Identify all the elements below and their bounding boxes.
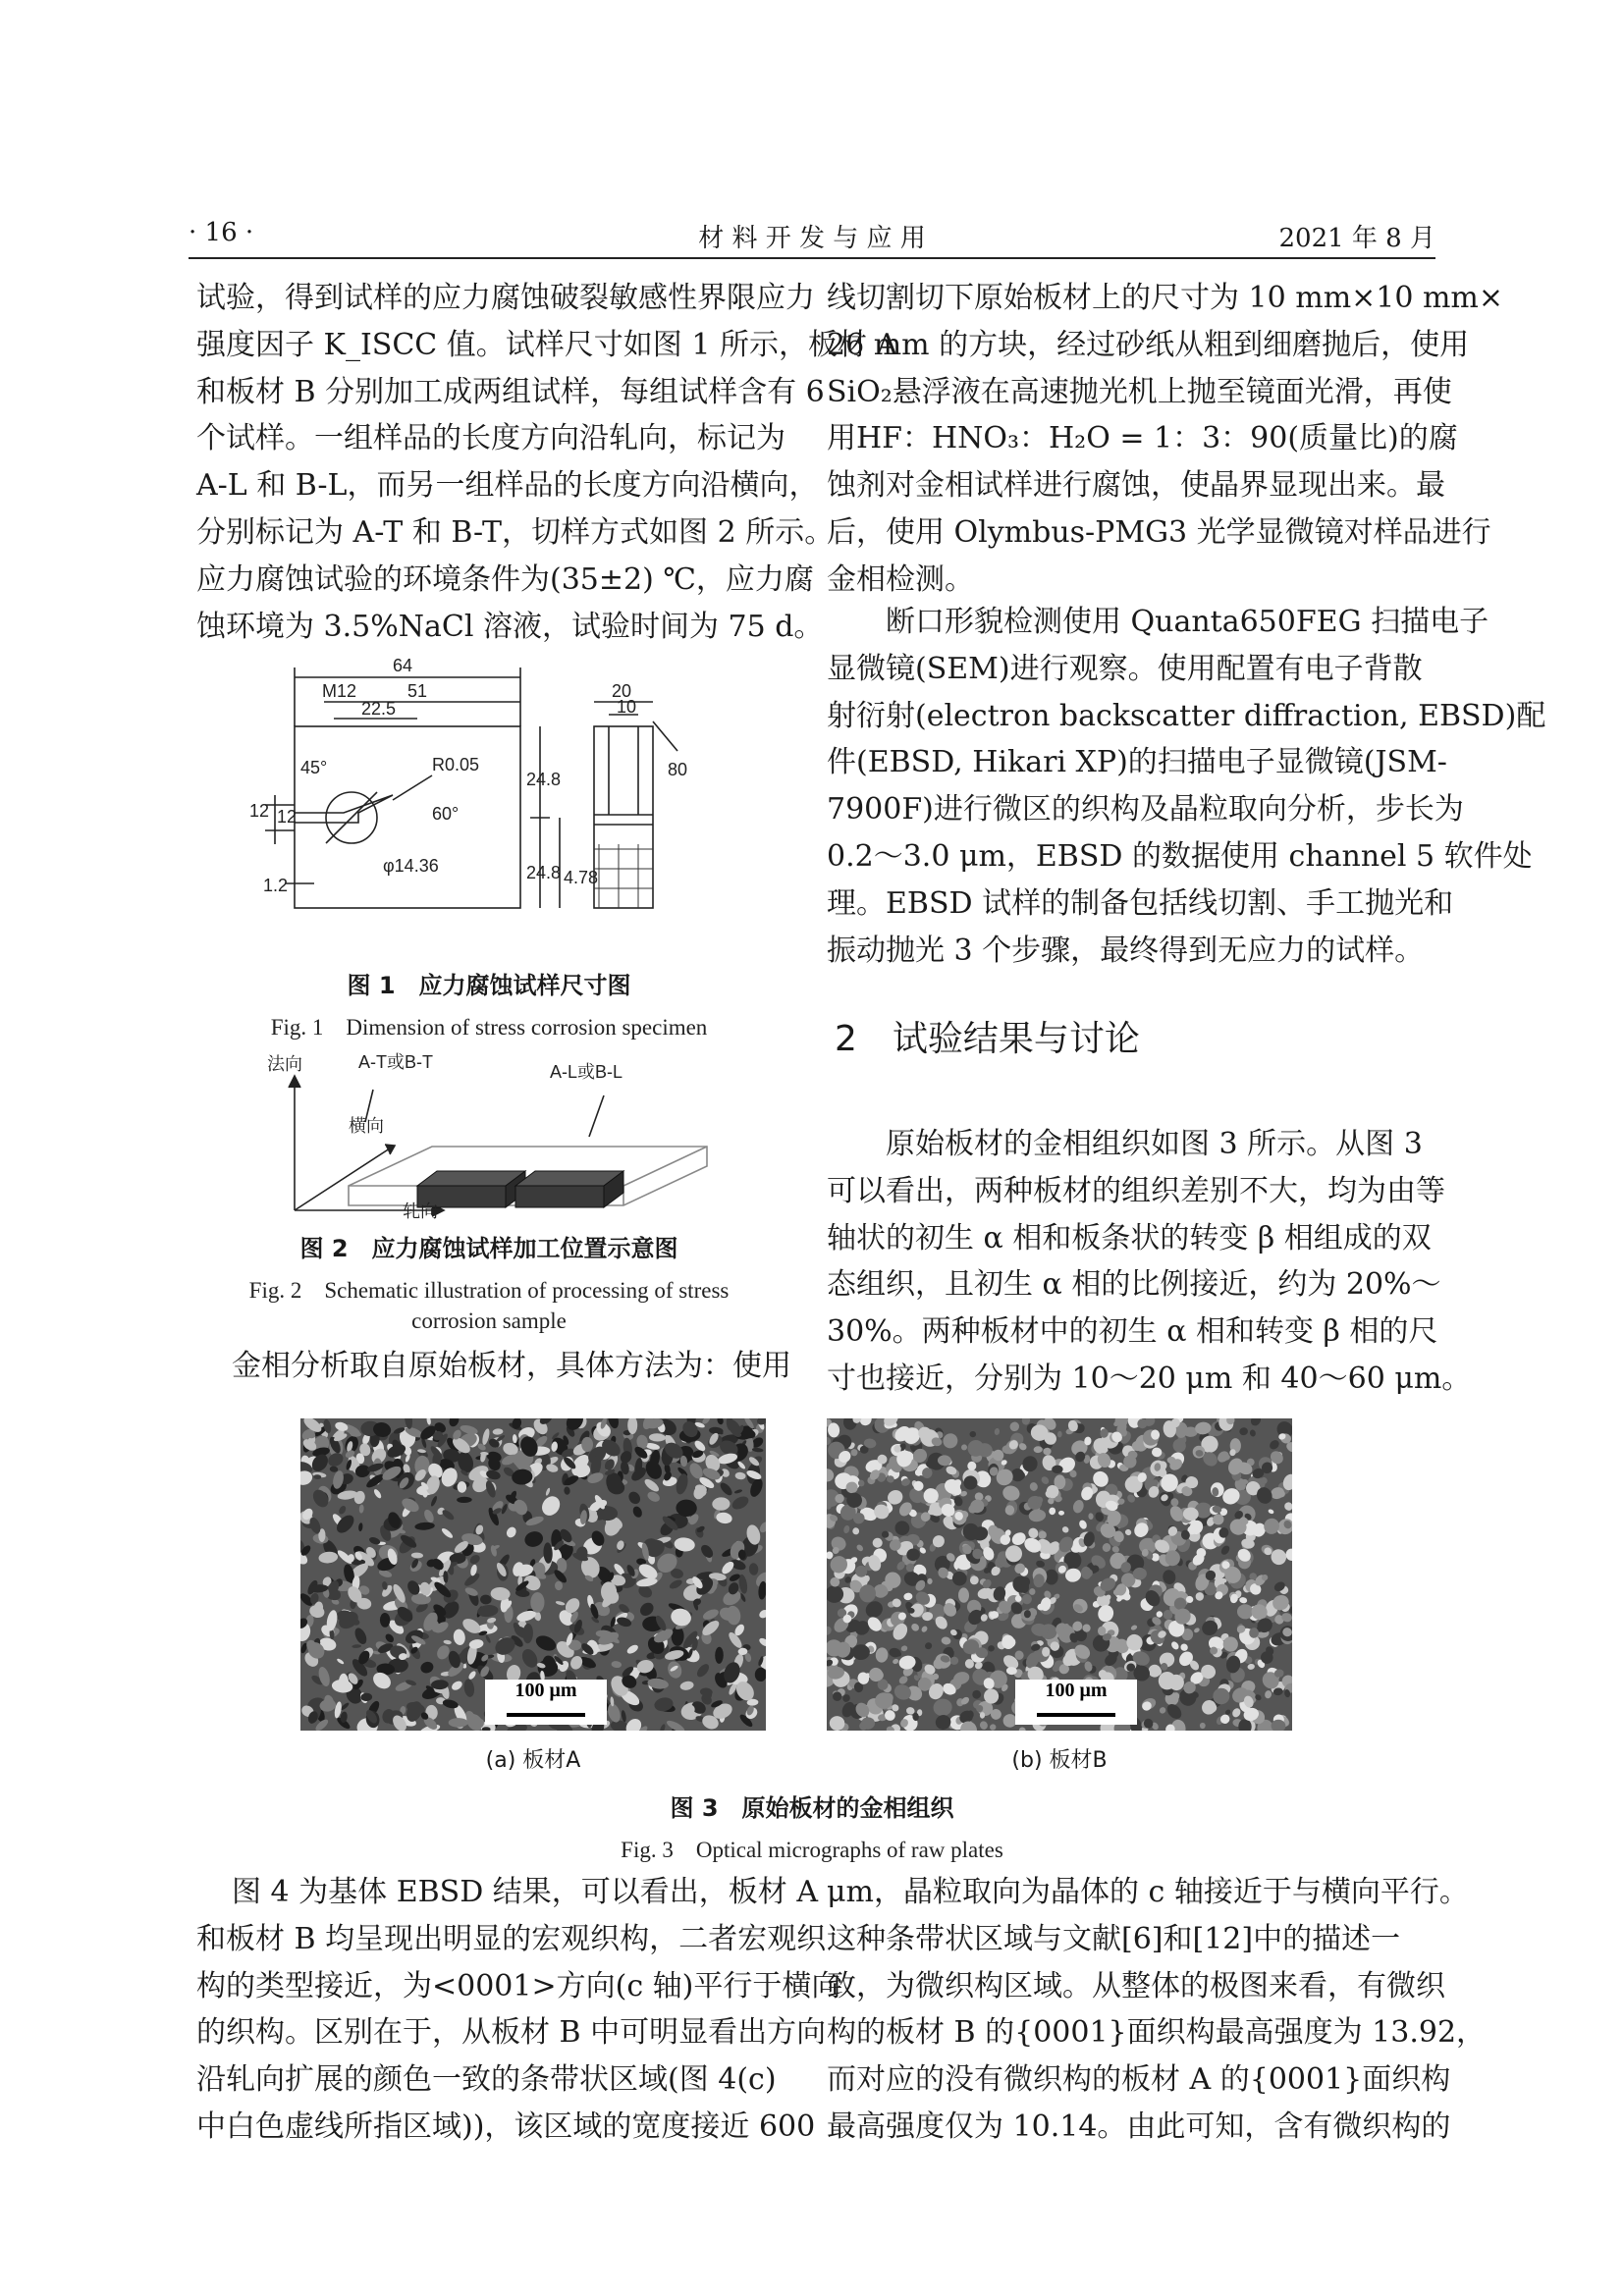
dim-label: φ14.36	[383, 856, 439, 876]
grain	[533, 1632, 558, 1653]
grain	[519, 1646, 540, 1670]
grain	[1159, 1706, 1167, 1715]
grain	[419, 1660, 435, 1675]
grain	[668, 1578, 683, 1591]
fig2-caption-en-2: corrosion sample	[411, 1308, 567, 1333]
grain	[910, 1622, 921, 1632]
text-line: 30%。两种板材中的初生 α 相和转变 β 相的尺	[827, 1314, 1438, 1350]
axis-label-rolling: 轧向	[403, 1201, 438, 1220]
bottom-left-paragraph	[196, 1869, 841, 2151]
fig1-drawing	[236, 648, 727, 952]
grain	[961, 1444, 967, 1450]
grain	[1034, 1446, 1043, 1453]
text-line: 和板材 B 均呈现出明显的宏观织构，二者宏观织	[196, 1921, 827, 1956]
grain	[457, 1497, 472, 1503]
text-line: 金相分析取自原始板材，具体方法为：使用	[232, 1349, 791, 1383]
grain	[903, 1592, 913, 1600]
grain	[675, 1472, 690, 1496]
grain	[892, 1658, 899, 1665]
grain	[827, 1468, 835, 1483]
grain	[842, 1524, 850, 1534]
grain	[827, 1437, 831, 1445]
dim-label: R0.05	[432, 755, 480, 774]
grain	[1001, 1483, 1021, 1502]
text-line: 这种条带状区域与文献[6]和[12]中的描述一	[827, 1921, 1401, 1956]
fig1-caption-en: Fig. 1 Dimension of stress corrosion specimen	[270, 1015, 708, 1040]
grain	[989, 1723, 997, 1731]
grain	[336, 1658, 345, 1665]
scale-bar-b-label: 100 μm	[1045, 1680, 1108, 1701]
header-rule	[189, 257, 1435, 259]
grain	[1249, 1429, 1256, 1437]
grain	[927, 1578, 932, 1584]
text-line: 个试样。一组样品的长度方向沿轧向，标记为	[196, 421, 785, 456]
grain	[695, 1662, 712, 1680]
dim-label: 22.5	[361, 699, 397, 719]
text-line: 7900F)进行微区的织构及晶粒取向分析，步长为	[827, 792, 1464, 828]
grain	[1008, 1420, 1021, 1433]
grain	[637, 1600, 656, 1619]
grain	[626, 1489, 642, 1506]
grain	[932, 1697, 953, 1718]
text-line: SiO₂悬浮液在高速抛光机上抛至镜面光滑，再使	[827, 374, 1452, 409]
grain	[712, 1497, 731, 1511]
grain	[358, 1522, 363, 1531]
text-line: 金相检测。	[827, 561, 974, 597]
grain	[855, 1543, 864, 1552]
grain	[872, 1537, 884, 1549]
grain	[889, 1647, 902, 1659]
grain	[411, 1552, 423, 1558]
grain	[480, 1594, 492, 1605]
grain	[969, 1431, 976, 1438]
scale-bar-a-line	[507, 1713, 585, 1717]
label-al-bl: A-L或B-L	[550, 1062, 623, 1082]
grain	[1037, 1529, 1049, 1541]
grain	[1283, 1501, 1292, 1513]
grain	[631, 1505, 644, 1519]
grain	[1247, 1663, 1255, 1670]
text-line: 最高强度仅为 10.14。由此可知，含有微织构的	[827, 2109, 1451, 2144]
dim-label: 12	[277, 807, 298, 827]
right-paragraph-1	[827, 275, 1504, 604]
grain	[1029, 1588, 1036, 1596]
fig1-caption-cn: 图 1 应力腐蚀试样尺寸图	[347, 972, 631, 999]
dim-label: 4.78	[564, 868, 599, 887]
grain	[1200, 1723, 1206, 1729]
text-line: 轴状的初生 α 相和板条状的转变 β 相组成的双	[827, 1220, 1432, 1255]
dim-label: 60°	[432, 804, 460, 824]
scale-bar-a-label: 100 μm	[514, 1680, 577, 1701]
grain	[477, 1604, 500, 1618]
grain	[422, 1508, 436, 1523]
grain	[1264, 1689, 1272, 1699]
grain	[430, 1495, 438, 1507]
grain	[450, 1680, 463, 1692]
text-line: A-L 和 B-L，而另一组样品的长度方向沿横向，	[196, 468, 819, 504]
axis-label-transverse: 横向	[349, 1116, 384, 1136]
grain	[326, 1450, 346, 1468]
left-paragraph-1	[196, 275, 898, 650]
grain	[649, 1433, 666, 1442]
grain	[900, 1644, 908, 1652]
dim-label: 10	[617, 697, 637, 717]
grain	[734, 1489, 743, 1495]
grain	[669, 1606, 693, 1628]
grain	[555, 1580, 564, 1590]
text-line: 分别标记为 A-T 和 B-T，切样方式如图 2 所示。	[196, 514, 835, 550]
text-line: 0.2～3.0 μm，EBSD 的数据使用 channel 5 软件处	[827, 838, 1533, 874]
grain	[1239, 1427, 1249, 1436]
fig2-drawing	[255, 1048, 727, 1220]
label-at-bt: A-T或B-T	[358, 1052, 433, 1072]
grain	[448, 1418, 460, 1428]
grain	[1088, 1513, 1094, 1520]
dim-label: 24.8	[526, 863, 562, 882]
text-line: 中白色虚线所指区域))，该区域的宽度接近 600	[196, 2109, 816, 2144]
grain	[892, 1682, 913, 1703]
grain	[924, 1641, 933, 1650]
grain	[1156, 1610, 1164, 1618]
page-number: · 16 ·	[189, 218, 254, 247]
dim-label: 1.2	[263, 876, 289, 895]
text-line: 26 mm 的方块，经过砂纸从粗到细磨抛后，使用	[827, 327, 1470, 362]
journal-title: 材 料 开 发 与 应 用	[698, 224, 926, 253]
fig2-caption-cn: 图 2 应力腐蚀试样加工位置示意图	[299, 1235, 678, 1262]
grain	[1268, 1438, 1280, 1451]
grain	[850, 1448, 859, 1457]
dim-label: 45°	[300, 758, 328, 777]
dim-label: 12	[249, 801, 270, 821]
grain	[1124, 1528, 1133, 1536]
grain	[380, 1613, 391, 1628]
text-line: 和板材 B 分别加工成两组试样，每组试样含有 6	[196, 374, 825, 409]
grain	[659, 1724, 667, 1731]
grain	[352, 1644, 361, 1648]
dim-label: 20	[612, 681, 632, 701]
scale-bar-b	[1015, 1680, 1137, 1725]
text-line: 线切割切下原始板材上的尺寸为 10 mm×10 mm×	[827, 281, 1504, 315]
grain	[718, 1480, 733, 1497]
text-line: 理。EBSD 试样的制备包括线切割、手工抛光和	[827, 885, 1454, 921]
grain	[352, 1627, 369, 1646]
grain	[1219, 1544, 1231, 1556]
grain	[384, 1632, 396, 1644]
grain	[1179, 1642, 1189, 1652]
grain	[449, 1718, 468, 1728]
grain	[758, 1636, 766, 1648]
grain	[300, 1469, 314, 1487]
dim-label: 51	[407, 681, 428, 701]
grain	[979, 1720, 989, 1731]
grain	[440, 1526, 454, 1539]
grain	[1040, 1475, 1051, 1486]
grain	[329, 1466, 338, 1472]
grain	[1071, 1499, 1085, 1515]
grain	[875, 1647, 889, 1663]
grain	[555, 1600, 565, 1606]
grain	[1262, 1516, 1281, 1536]
grain	[994, 1428, 1000, 1436]
grain	[679, 1681, 694, 1691]
grain	[414, 1522, 435, 1530]
grain	[643, 1477, 662, 1494]
grain	[665, 1719, 685, 1731]
text-line: 沿轧向扩展的颜色一致的条带状区域(图 4(c)	[196, 2062, 777, 2098]
grain	[625, 1643, 639, 1656]
right-paragraph-2	[827, 599, 1546, 974]
grain	[717, 1418, 725, 1425]
grain	[1195, 1591, 1205, 1601]
grain	[505, 1525, 517, 1539]
grain	[351, 1432, 361, 1437]
text-line: 的织构。区别在于，从板材 B 中可明显看出方向	[196, 2015, 827, 2051]
section-heading: 2 试验结果与讨论	[835, 1019, 1140, 1059]
text-line: 射衍射(electron backscatter diffraction, EBSD)配	[827, 698, 1546, 733]
grain	[752, 1447, 764, 1452]
fig3-caption-cn: 图 3 原始板材的金相组织	[670, 1794, 954, 1822]
text-line: 强度因子 K_ISCC 值。试样尺寸如图 1 所示，板材 A	[196, 327, 898, 362]
text-line: 用HF：HNO₃：H₂O = 1：3：90(质量比)的腐	[827, 421, 1458, 456]
grain	[530, 1592, 544, 1613]
grain	[1239, 1596, 1248, 1603]
text-line: 振动抛光 3 个步骤，最终得到无应力的试样。	[827, 933, 1425, 968]
grain	[443, 1639, 452, 1644]
fig2-caption-en-1: Fig. 2 Schematic illustration of processing of stress	[248, 1278, 730, 1303]
grain	[467, 1670, 477, 1681]
text-line: 而对应的没有微织构的板材 A 的{0001}面织构	[827, 2062, 1451, 2098]
grain	[730, 1494, 750, 1513]
grain	[358, 1504, 364, 1513]
grain	[426, 1418, 432, 1425]
axis-label-normal: 法向	[267, 1054, 302, 1074]
text-line: 原始板材的金相组织如图 3 所示。从图 3	[886, 1127, 1423, 1161]
grain	[987, 1644, 996, 1652]
grain	[859, 1584, 876, 1602]
grain	[827, 1625, 834, 1637]
dim-label: 24.8	[526, 770, 562, 789]
text-line: 蚀环境为 3.5%NaCl 溶液，试验时间为 75 d。	[196, 609, 824, 644]
scale-bar-a	[485, 1680, 607, 1725]
fig3-caption-en: Fig. 3 Optical micrographs of raw plates	[621, 1838, 1003, 1862]
grain	[1035, 1560, 1045, 1569]
grain	[338, 1505, 348, 1516]
grain	[646, 1490, 662, 1504]
grain	[734, 1471, 746, 1479]
grain	[1061, 1525, 1070, 1534]
grain	[958, 1587, 969, 1603]
text-line: 图 4 为基体 EBSD 结果，可以看出，板材 A	[232, 1875, 818, 1909]
grain	[893, 1519, 911, 1537]
right-paragraph-3	[827, 1121, 1472, 1403]
text-line: 寸也接近，分别为 10～20 μm 和 40～60 μm。	[827, 1361, 1472, 1396]
text-line: 构的类型接近，为<0001>方向(c 轴)平行于横向	[196, 1968, 841, 2003]
grain	[485, 1634, 492, 1643]
grain	[1017, 1726, 1026, 1731]
grain	[462, 1679, 475, 1698]
dim-label: M12	[322, 681, 357, 701]
grain	[1130, 1625, 1138, 1631]
issue-date: 2021 年 8 月	[1278, 224, 1435, 253]
grain	[701, 1607, 720, 1622]
grain	[1231, 1707, 1243, 1719]
text-line: 显微镜(SEM)进行观察。使用配置有电子背散	[827, 651, 1423, 686]
grain	[920, 1625, 928, 1633]
text-line: 试验，得到试样的应力腐蚀破裂敏感性界限应力	[196, 281, 815, 315]
grain	[758, 1608, 766, 1620]
grain	[468, 1553, 482, 1566]
grain	[1078, 1519, 1089, 1530]
grain	[755, 1668, 766, 1682]
grain	[564, 1486, 570, 1495]
fig3-sub-caption-b: (b) 板材B	[1011, 1748, 1108, 1773]
micrograph-a	[300, 1418, 766, 1731]
text-line: 件(EBSD, Hikari XP)的扫描电子显微镜(JSM-	[827, 745, 1447, 780]
grain	[611, 1661, 622, 1669]
grain	[492, 1428, 503, 1435]
text-line: 断口形貌检测使用 Quanta650FEG 扫描电子	[886, 605, 1489, 639]
grain	[1170, 1640, 1180, 1651]
text-line: 致，为微织构区域。从整体的极图来看，有微织	[827, 1968, 1445, 2003]
dim-label: 64	[393, 656, 413, 675]
text-line: 后，使用 Olymbus-PMG3 光学显微镜对样品进行	[827, 514, 1491, 550]
left-paragraph-2	[232, 1343, 791, 1390]
grain	[971, 1689, 982, 1700]
grain	[1029, 1481, 1039, 1491]
grain	[1111, 1545, 1120, 1554]
grain	[538, 1493, 563, 1520]
grain	[1268, 1509, 1274, 1515]
grain	[1049, 1507, 1056, 1515]
grain	[715, 1647, 724, 1664]
dim-label: 80	[668, 760, 688, 779]
grain	[621, 1710, 626, 1723]
grain	[1057, 1431, 1062, 1438]
grain	[748, 1563, 758, 1575]
grain	[453, 1629, 466, 1646]
grain	[373, 1488, 383, 1500]
grain	[523, 1529, 545, 1549]
text-line: μm，晶粒取向为晶体的 c 轴接近于与横向平行。	[827, 1875, 1469, 1909]
grain	[852, 1527, 860, 1535]
grain	[941, 1636, 951, 1646]
scale-bar-b-line	[1037, 1713, 1115, 1717]
text-line: 蚀剂对金相试样进行腐蚀，使晶界显现出来。最	[827, 468, 1445, 504]
text-line: 应力腐蚀试验的环境条件为(35±2) ℃，应力腐	[196, 561, 814, 597]
fig3-sub-caption-a: (a) 板材A	[485, 1748, 581, 1773]
grain	[545, 1487, 551, 1496]
bottom-right-paragraph	[827, 1869, 1487, 2151]
text-line: 构的板材 B 的{0001}面织构最高强度为 13.92，	[827, 2015, 1487, 2051]
grain	[1193, 1627, 1200, 1633]
grain	[1026, 1526, 1040, 1540]
text-line: 可以看出，两种板材的组织差别不大，均为由等	[827, 1173, 1445, 1208]
text-line: 态组织，且初生 α 相的比例接近，约为 20%～	[827, 1267, 1441, 1303]
grain	[1249, 1418, 1263, 1427]
grain	[1058, 1511, 1064, 1516]
micrograph-b	[827, 1418, 1292, 1731]
